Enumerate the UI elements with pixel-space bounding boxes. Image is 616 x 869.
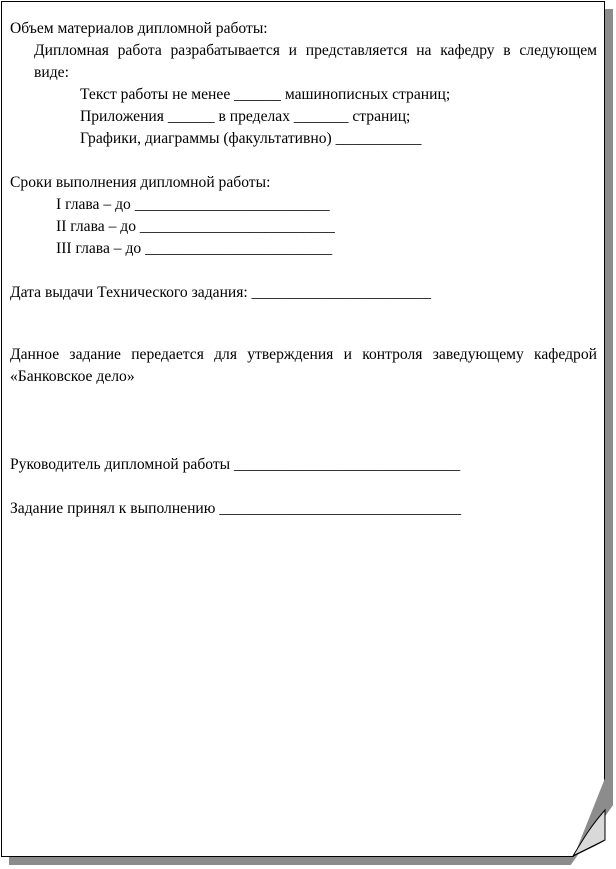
spacer xyxy=(10,260,597,282)
spacer xyxy=(10,150,597,172)
document-body xyxy=(10,18,597,520)
spacer xyxy=(10,476,597,498)
spacer xyxy=(10,388,597,454)
accepted-signature-line: Задание принял к выполнению _______________________________ xyxy=(10,500,462,517)
materials-item-text: Текст работы не менее ______ машинописных страниц; xyxy=(80,86,451,103)
materials-item-charts: Графики, диаграммы (факультативно) ___________ xyxy=(80,130,422,147)
spacer xyxy=(10,304,597,344)
materials-intro: Дипломная работа разрабатывается и представляется на кафедру в следующем виде: xyxy=(34,42,597,81)
deadlines-heading: Сроки выполнения дипломной работы: xyxy=(10,174,271,191)
materials-heading: Объем материалов дипломной работы: xyxy=(10,20,268,37)
page-curl-icon xyxy=(571,808,607,858)
submission-note: Данное задание передается для утверждения и контроля заведующему кафедрой «Банковское дело» xyxy=(10,346,597,385)
deadline-chapter-3: III глава – до ________________________ xyxy=(56,240,333,257)
issue-date-line: Дата выдачи Технического задания: _______________________ xyxy=(10,284,431,301)
materials-item-appendix: Приложения ______ в пределах _______ страниц; xyxy=(80,108,411,125)
deadline-chapter-2: II глава – до _________________________ xyxy=(56,218,335,235)
deadline-chapter-1: I глава – до _________________________ xyxy=(56,196,330,213)
supervisor-signature-line: Руководитель дипломной работы _____________________________ xyxy=(10,456,461,473)
